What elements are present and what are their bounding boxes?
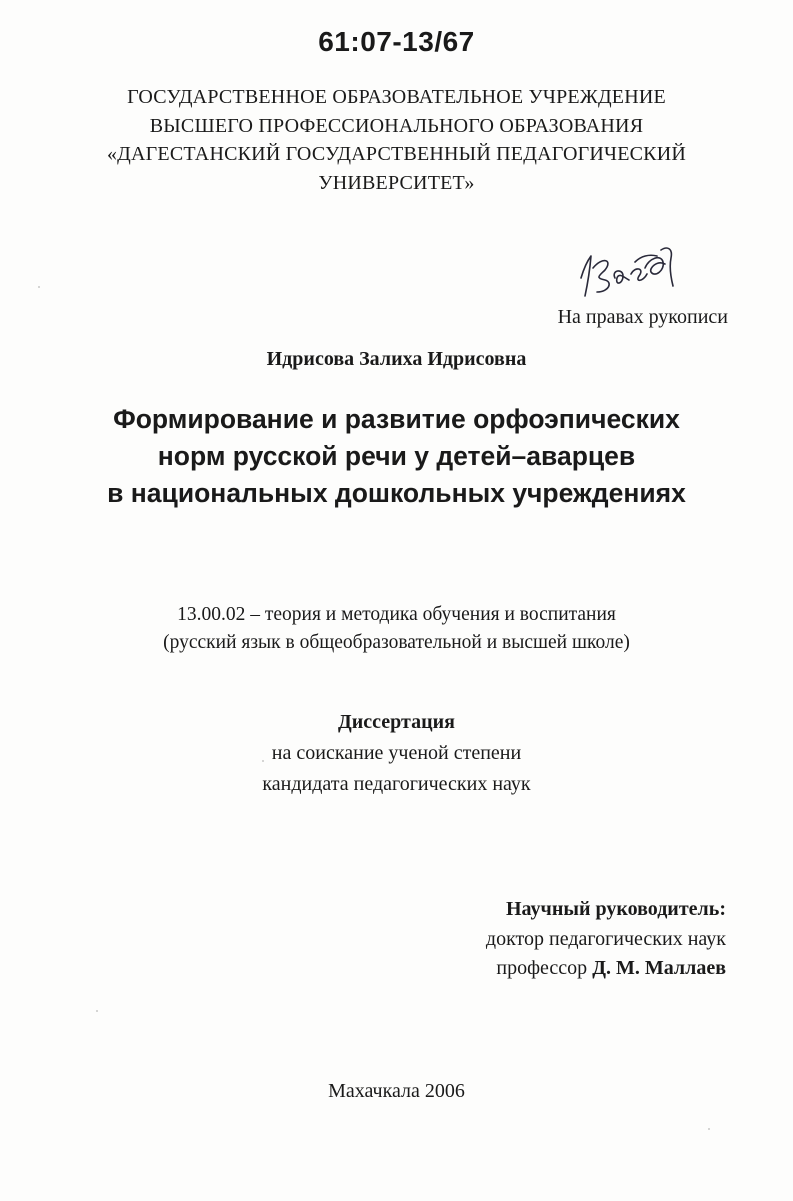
specialty-code	[0, 601, 793, 657]
city-year: Махачкала 2006	[328, 1080, 465, 1102]
title-line: Формирование и развитие орфоэпических	[113, 404, 680, 434]
scientific-advisor	[486, 895, 726, 984]
title-line: норм русской речи у детей–аварцев	[157, 441, 636, 471]
work-type	[0, 707, 793, 800]
specialty-line: 13.00.02 – теория и методика обучения и воспитания	[177, 604, 616, 625]
advisor-degree: доктор педагогических наук	[485, 927, 726, 950]
title-line: в национальных дошкольных учреждениях	[107, 478, 686, 508]
institution-line: «ДАГЕСТАНСКИЙ ГОСУДАРСТВЕННЫЙ ПЕДАГОГИЧЕСКИЙ	[106, 143, 687, 165]
author-name: Идрисова Залиха Идрисовна	[266, 348, 527, 370]
handwritten-signature	[575, 238, 685, 308]
advisor-name: Д. М. Маллаев	[592, 957, 726, 979]
degree-line: кандидата педагогических наук	[262, 773, 531, 795]
specialty-line: (русский язык в общеобразовательной и высшей школе)	[163, 632, 630, 653]
work-type-heading: Диссертация	[338, 711, 455, 733]
manuscript-rights-note: На правах рукописи	[557, 306, 728, 328]
institution-line: ГОСУДАРСТВЕННОЕ ОБРАЗОВАТЕЛЬНОЕ УЧРЕЖДЕНИЕ	[127, 86, 666, 108]
institution-line: ВЫСШЕГО ПРОФЕССИОНАЛЬНОГО ОБРАЗОВАНИЯ	[149, 114, 644, 137]
advisor-heading: Научный руководитель:	[506, 898, 726, 920]
institution-line: УНИВЕРСИТЕТ»	[318, 171, 475, 194]
advisor-title-prefix: профессор	[496, 957, 588, 979]
dissertation-title	[0, 401, 793, 512]
shelfmark: 61:07-13/67	[318, 26, 475, 57]
degree-line: на соискание ученой степени	[271, 742, 522, 764]
institution-name	[0, 83, 793, 197]
advisor-title-line	[486, 954, 726, 984]
